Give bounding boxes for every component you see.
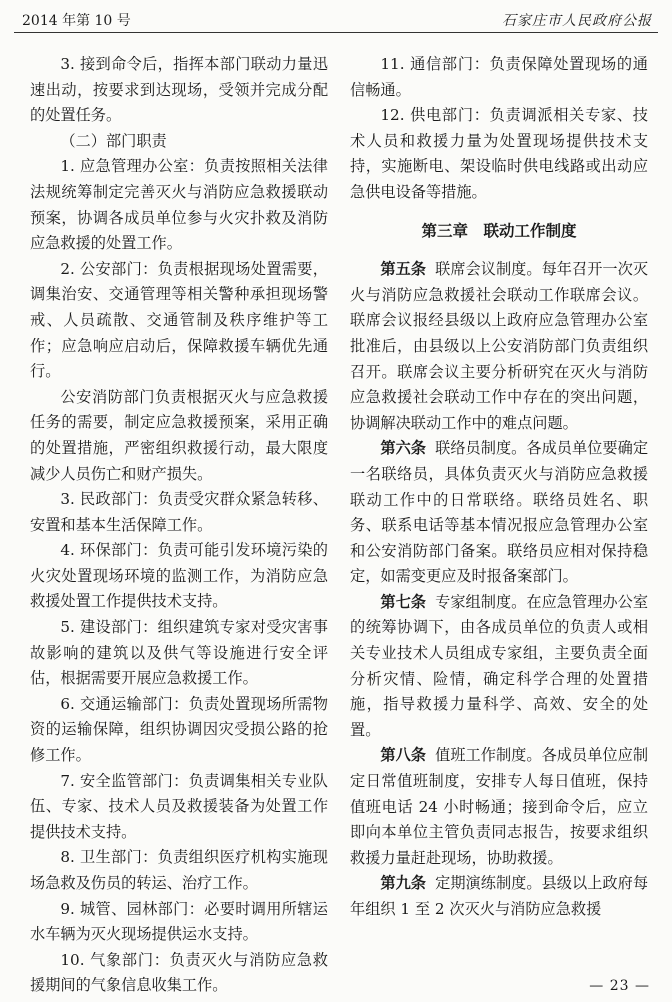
page-number: — 23 — xyxy=(589,978,650,994)
section-heading: （二）部门职责 xyxy=(60,131,167,150)
paragraph: 1. 应急管理办公室：负责按照相关法律法规统筹制定完善灭火与消防应急救援联动预案，协调各成员单位参与火灾扑救及消防应急救援的处置工作。 xyxy=(30,157,328,253)
paragraph: 公安消防部门负责根据灭火与应急救援任务的需要，制定应急救援预案，采用正确的处置措施，严密组织救援行动，最大限度减少人员伤亡和财产损失。 xyxy=(30,387,328,483)
paragraph: 3. 接到命令后，指挥本部门联动力量迅速出动，按要求到达现场，受领并完成分配的处置任务。 xyxy=(30,55,328,125)
issue-label: 2014 年第 10 号 xyxy=(22,13,131,29)
paragraph: 9. 城管、园林部门：必要时调用所辖运水车辆为灭火现场提供运水支持。 xyxy=(30,899,328,944)
publication-title: 石家庄市人民政府公报 xyxy=(502,13,652,29)
article xyxy=(350,743,648,871)
paragraph: 7. 安全监管部门：负责调集相关专业队伍、专家、技术人员及救援装备为处置工作提供技术支持。 xyxy=(30,771,328,841)
paragraph: 2. 公安部门：负责根据现场处置需要，调集治安、交通管理等相关警种承担现场警戒、人员疏散、交通管制及秩序维护等工作；应急响应启动后，保障救援车辆优先通行。 xyxy=(30,259,328,381)
paragraph: 6. 交通运输部门：负责处置现场所需物资的运输保障，组织协调因灾受损公路的抢修工作。 xyxy=(30,694,328,765)
paragraph: 8. 卫生部门：负责组织医疗机构实施现场急救及伤员的转运、治疗工作。 xyxy=(30,848,328,892)
page-header xyxy=(14,4,658,33)
paragraph: 3. 民政部门：负责受灾群众紧急转移、安置和基本生活保障工作。 xyxy=(30,490,328,534)
article xyxy=(350,590,648,744)
article-label: 第七条 xyxy=(380,592,427,611)
article-label: 第八条 xyxy=(380,746,427,765)
article xyxy=(350,871,648,922)
article-label: 第五条 xyxy=(380,260,427,279)
right-column xyxy=(350,52,648,923)
article-text: 定期演练制度。县级以上政府每年组织 1 至 2 次灭火与消防应急救援 xyxy=(350,874,649,918)
chapter-title: 第三章 联动工作制度 xyxy=(421,220,577,240)
article-text: 专家组制度。在应急管理办公室的统筹协调下，由各成员单位的负责人或相关专业技术人员组成专家组，主要负责全面分析灾情、险情，确定科学合理的处置措施，指导救援力量科学、高效、安全的处置。 xyxy=(350,592,649,739)
article-label: 第九条 xyxy=(380,874,427,893)
paragraph: 12. 供电部门：负责调派相关专家、技术人员和救援力量为处置现场提供技术支持，实施断电、架设临时供电线路或出动应急供电设备等措施。 xyxy=(350,106,648,201)
article-text: 值班工作制度。各成员单位应制定日常值班制度，安排专人每日值班，保持值班电话 24 小时畅通；接到命令后，应立即向本单位主管负责同志报告，按要求组织救援力量赶赴现场，协助救援。 xyxy=(350,746,649,867)
article xyxy=(350,257,648,436)
article-text: 联络员制度。各成员单位要确定一名联络员，具体负责灭火与消防应急救援联动工作中的日常联络。联络员姓名、职务、联系电话等基本情况报应急管理办公室和公安消防部门备案。联络员应相对保持稳定，如需变更应及时报备案部门。 xyxy=(350,439,649,586)
left-column xyxy=(30,52,328,999)
article-text: 联席会议制度。每年召开一次灭火与消防应急救援社会联动工作联席会议。联席会议报经县级以上政府应急管理办公室批准后，由县级以上公安消防部门负责组织召开。联席会议主要分析研究在灭火与消防应急救援社会联动工作中存在的突出问题，协调解决联动工作中的难点问题。 xyxy=(350,260,649,432)
paragraph: 10. 气象部门：负责灭火与消防应急救援期间的气象信息收集工作。 xyxy=(30,950,328,995)
paragraph: 11. 通信部门：负责保障处置现场的通信畅通。 xyxy=(350,55,648,99)
article-label: 第六条 xyxy=(380,439,427,458)
paragraph: 4. 环保部门：负责可能引发环境污染的火灾处置现场环境的监测工作，为消防应急救援处置工作提供技术支持。 xyxy=(30,541,328,611)
paragraph: 5. 建设部门：组织建筑专家对受灾害事故影响的建筑以及供气等设施进行安全评估，根据需要开展应急救援工作。 xyxy=(30,618,328,688)
article xyxy=(350,436,648,590)
